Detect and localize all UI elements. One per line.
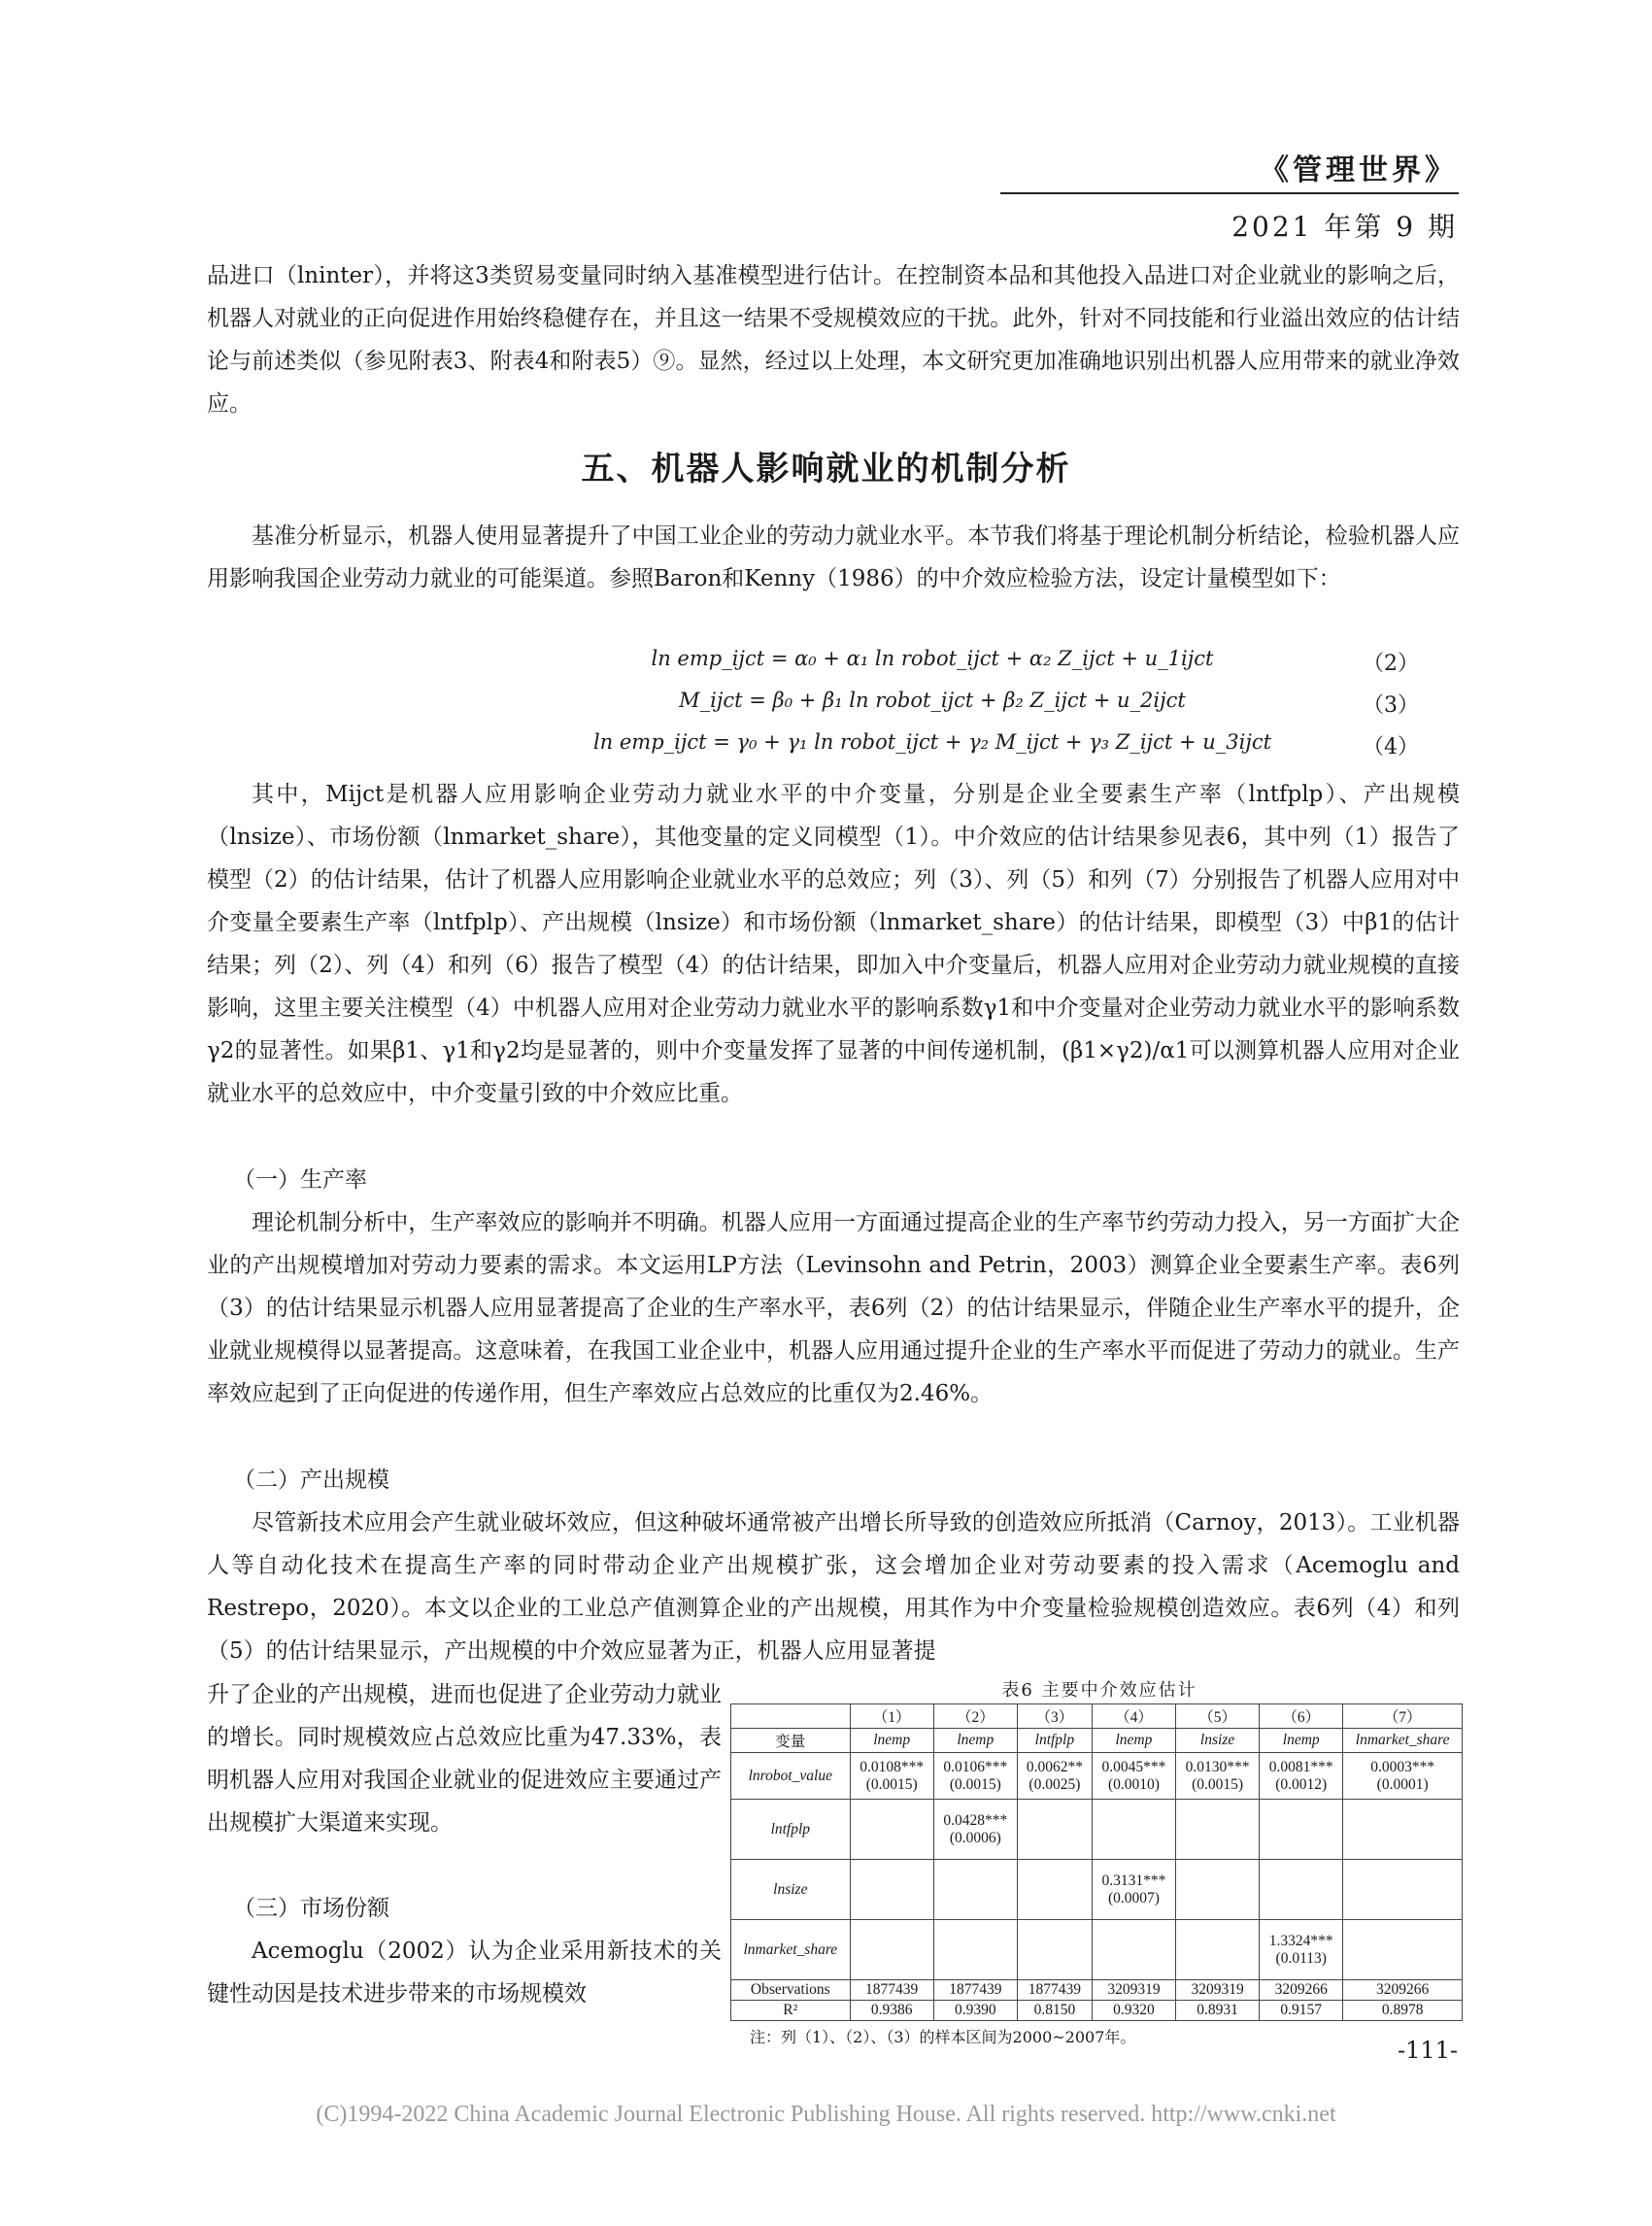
- table-cell: [1176, 1860, 1260, 1920]
- table-cell: [1017, 1800, 1092, 1860]
- se: (0.0012): [1275, 1775, 1328, 1793]
- table-row: [731, 1753, 1463, 1800]
- table-cell: [1017, 1920, 1092, 1980]
- header-divider: [1000, 192, 1459, 194]
- table-cell: 0.9320: [1092, 2001, 1175, 2021]
- row-label: Observations: [731, 1980, 851, 2001]
- table-cell: 0.9390: [933, 2001, 1017, 2021]
- equation-2-number: （2）: [1363, 652, 1419, 676]
- table-6: [730, 1676, 1468, 2047]
- table-cell: 0.9157: [1260, 2001, 1343, 2021]
- coef: 0.0062**: [1026, 1758, 1083, 1775]
- table-cell: 3209266: [1260, 1980, 1343, 2001]
- dep-var: lnsize: [1176, 1729, 1260, 1753]
- table-cell: [1092, 1920, 1175, 1980]
- table-cell: [1017, 1860, 1092, 1920]
- coef: 0.0003***: [1370, 1758, 1435, 1775]
- col-num: （7）: [1343, 1704, 1463, 1729]
- row-label: lntfplp: [731, 1800, 851, 1860]
- subheading-output-scale: （二）产出规模: [233, 1467, 389, 1493]
- table-cell: [1343, 1860, 1463, 1920]
- dep-var: lnmarket_share: [1343, 1729, 1463, 1753]
- table-cell: [850, 1920, 933, 1980]
- coef: 0.0045***: [1101, 1758, 1166, 1775]
- se: (0.0007): [1107, 1889, 1160, 1906]
- table-cell: [933, 1860, 1017, 1920]
- para-3-text: 理论机制分析中，生产率效应的影响并不明确。机器人应用一方面通过提高企业的生产率节约劳动力投入，另一方面扩大企业的产出规模增加对劳动力要素的需求。本文运用LP方法（Levinsohn and Petrin，2003）测算企业全要素生产率。表6列（3）的估计结果显示机器人应用显著提高了企业的生产率水平，表6列（2）的估计结果显示，伴随企业生产率水平的提升，企业就业规模得以显著提高。这意味着，在我国工业企业中，机器人应用通过提升企业的生产率水平而促进了劳动力的就业。生产率效应起到了正向促进的传递作用，但生产率效应占总效应的比重仅为2.46%。: [207, 1210, 1460, 1406]
- page-number: -111-: [1397, 2037, 1458, 2064]
- table-row: [731, 1800, 1463, 1860]
- table-cell: [1092, 1753, 1175, 1800]
- para-3: [207, 1201, 1460, 1415]
- issue-label: 2021 年第 9 期: [1231, 211, 1458, 243]
- intro-paragraph: [207, 254, 1460, 425]
- row-label: lnmarket_share: [731, 1920, 851, 1980]
- table-cell: [850, 1753, 933, 1800]
- para-2-text: 其中，Mijct是机器人应用影响企业劳动力就业水平的中介变量，分别是企业全要素生产率（lntfplp）、产出规模（lnsize）、市场份额（lnmarket_share），其他变量的定义同模型（1）。中介效应的估计结果参见表6，其中列（1）报告了模型（2）的估计结果，估计了机器人应用影响企业就业水平的总效应；列（3）、列（5）和列（7）分别报告了机器人应用对中介变量全要素生产率（lntfplp）、产出规模（lnsize）和市场份额（lnmarket_share）的估计结果，即模型（3）中β1的估计结果；列（2）、列（4）和列（6）报告了模型（4）的估计结果，即加入中介变量后，机器人应用对企业劳动力就业规模的直接影响，这里主要关注模型（4）中机器人应用对企业劳动力就业水平的影响系数γ1和中介变量对企业劳动力就业水平的影响系数γ2的显著性。如果β1、γ1和γ2均是显著的，则中介变量发挥了显著的中间传递机制，(β1×γ2)/α1可以测算机器人应用对企业就业水平的总效应中，中介变量引致的中介效应比重。: [207, 782, 1460, 1106]
- table-cell: 0.9386: [850, 2001, 933, 2021]
- table-row-depvars: [731, 1729, 1463, 1753]
- table-cell: [1343, 1753, 1463, 1800]
- dep-var: lnemp: [1260, 1729, 1343, 1753]
- table-cell: 0.8150: [1017, 2001, 1092, 2021]
- table-row: [731, 1860, 1463, 1920]
- table-cell: [1176, 1800, 1260, 1860]
- se: (0.0015): [949, 1775, 1001, 1793]
- col-num: （4）: [1092, 1704, 1175, 1729]
- dep-var: lnemp: [850, 1729, 933, 1753]
- equation-4-number: （4）: [1363, 735, 1419, 759]
- para-2: [207, 773, 1460, 1115]
- table-cell: [933, 1753, 1017, 1800]
- table-corner: [731, 1704, 851, 1729]
- col-num: （5）: [1176, 1704, 1260, 1729]
- table-cell: [1092, 1860, 1175, 1920]
- col-num: （3）: [1017, 1704, 1092, 1729]
- journal-title: 《管理世界》: [1260, 153, 1458, 187]
- table-cell: [850, 1800, 933, 1860]
- coef: 1.3324***: [1268, 1932, 1333, 1949]
- row-label: lnsize: [731, 1860, 851, 1920]
- table-cell: 1877439: [933, 1980, 1017, 2001]
- equation-4: ln emp_ijct = γ₀ + γ₁ ln robot_ijct + γ₂ M_ijct + γ₃ Z_ijct + u_3ijct: [592, 730, 1272, 754]
- para-4: [207, 1501, 1460, 1672]
- table-row: [731, 1920, 1463, 1980]
- subheading-productivity: （一）生产率: [233, 1167, 367, 1193]
- equation-2: ln emp_ijct = α₀ + α₁ ln robot_ijct + α₂ Z_ijct + u_1ijct: [651, 647, 1214, 670]
- para-5: [207, 1930, 722, 2015]
- table-cell: [1343, 1800, 1463, 1860]
- para-1-text: 基准分析显示，机器人使用显著提升了中国工业企业的劳动力就业水平。本节我们将基于理论机制分析结论，检验机器人应用影响我国企业劳动力就业的可能渠道。参照Baron和Kenny（1986）的中介效应检验方法，设定计量模型如下：: [207, 523, 1460, 591]
- table-cell: [1176, 1753, 1260, 1800]
- subheading-market-share: （三）市场份额: [233, 1896, 389, 1921]
- equation-3-number: （3）: [1363, 693, 1419, 718]
- table-cell: 0.8978: [1343, 2001, 1463, 2021]
- table-caption: 表6 主要中介效应估计: [1001, 1680, 1197, 1701]
- table-cell: 1877439: [1017, 1980, 1092, 2001]
- dep-var: lnemp: [933, 1729, 1017, 1753]
- table-cell: 3209266: [1343, 1980, 1463, 2001]
- coef: 0.0108***: [860, 1758, 925, 1775]
- col-num: （2）: [933, 1704, 1017, 1729]
- coef: 0.3131***: [1101, 1872, 1166, 1889]
- col-num: （6）: [1260, 1704, 1343, 1729]
- var-header: 变量: [731, 1729, 851, 1753]
- dep-var: lnemp: [1092, 1729, 1175, 1753]
- copyright-footer: (C)1994-2022 China Academic Journal Electronic Publishing House. All rights reserved. http://www.cnki.net: [316, 2102, 1336, 2127]
- se: (0.0025): [1028, 1775, 1081, 1793]
- coef: 0.0106***: [943, 1758, 1008, 1775]
- table-cell: 0.8931: [1176, 2001, 1260, 2021]
- se: (0.0001): [1376, 1775, 1429, 1793]
- para-4-cont-text: 升了企业的产出规模，进而也促进了企业劳动力就业的增长。同时规模效应占总效应比重为47.33%，表明机器人应用对我国企业就业的促进效应主要通过产出规模扩大渠道来实现。: [207, 1682, 722, 1836]
- se: (0.0006): [949, 1829, 1001, 1846]
- table-cell: [1260, 1860, 1343, 1920]
- row-label: lnrobot_value: [731, 1753, 851, 1800]
- table-cell: [1343, 1920, 1463, 1980]
- se: (0.0015): [1192, 1775, 1244, 1793]
- row-label: R²: [731, 2001, 851, 2021]
- table-cell: [933, 1800, 1017, 1860]
- coef: 0.0081***: [1268, 1758, 1333, 1775]
- table-row-observations: [731, 1980, 1463, 2001]
- table-grid: [730, 1703, 1463, 2021]
- table-cell: 3209319: [1092, 1980, 1175, 2001]
- para-5-text: Acemoglu（2002）认为企业采用新技术的关键性动因是技术进步带来的市场规模效: [207, 1939, 722, 2007]
- table-cell: [933, 1920, 1017, 1980]
- equation-3: M_ijct = β₀ + β₁ ln robot_ijct + β₂ Z_ijct + u_2ijct: [679, 689, 1186, 712]
- table-note: 注：列（1）、（2）、（3）的样本区间为2000~2007年。: [750, 2028, 1136, 2046]
- dep-var: lntfplp: [1017, 1729, 1092, 1753]
- table-cell: [1260, 1800, 1343, 1860]
- table-row-colnums: [731, 1704, 1463, 1729]
- table-cell: [1017, 1753, 1092, 1800]
- table-cell: [850, 1860, 933, 1920]
- table-cell: [1260, 1753, 1343, 1800]
- table-cell: [1260, 1920, 1343, 1980]
- se: (0.0015): [865, 1775, 918, 1793]
- section-title: 五、机器人影响就业的机制分析: [581, 450, 1071, 489]
- para-1: [207, 515, 1460, 600]
- para-4-continued: [207, 1673, 722, 1844]
- table-cell: [1092, 1800, 1175, 1860]
- intro-text: 品进口（lninter），并将这3类贸易变量同时纳入基准模型进行估计。在控制资本品和其他投入品进口对企业就业的影响之后，机器人对就业的正向促进作用始终稳健存在，并且这一结果不受规模效应的干扰。此外，针对不同技能和行业溢出效应的估计结论与前述类似（参见附表3、附表4和附表5）⑨。显然，经过以上处理，本文研究更加准确地识别出机器人应用带来的就业净效应。: [207, 263, 1460, 417]
- para-4-text: 尽管新技术应用会产生就业破坏效应，但这种破坏通常被产出增长所导致的创造效应所抵消（Carnoy，2013）。工业机器人等自动化技术在提高生产率的同时带动企业产出规模扩张，这会增加企业对劳动要素的投入需求（Acemoglu and Restrepo，2020）。本文以企业的工业总产值测算企业的产出规模，用其作为中介变量检验规模创造效应。表6列（4）和列（5）的估计结果显示，产出规模的中介效应显著为正，机器人应用显著提: [207, 1510, 1460, 1664]
- coef: 0.0428***: [943, 1811, 1008, 1829]
- table-row-r2: [731, 2001, 1463, 2021]
- table-cell: 1877439: [850, 1980, 933, 2001]
- table-cell: [1176, 1920, 1260, 1980]
- se: (0.0113): [1275, 1949, 1327, 1967]
- coef: 0.0130***: [1185, 1758, 1250, 1775]
- se: (0.0010): [1107, 1775, 1160, 1793]
- table-cell: 3209319: [1176, 1980, 1260, 2001]
- col-num: （1）: [850, 1704, 933, 1729]
